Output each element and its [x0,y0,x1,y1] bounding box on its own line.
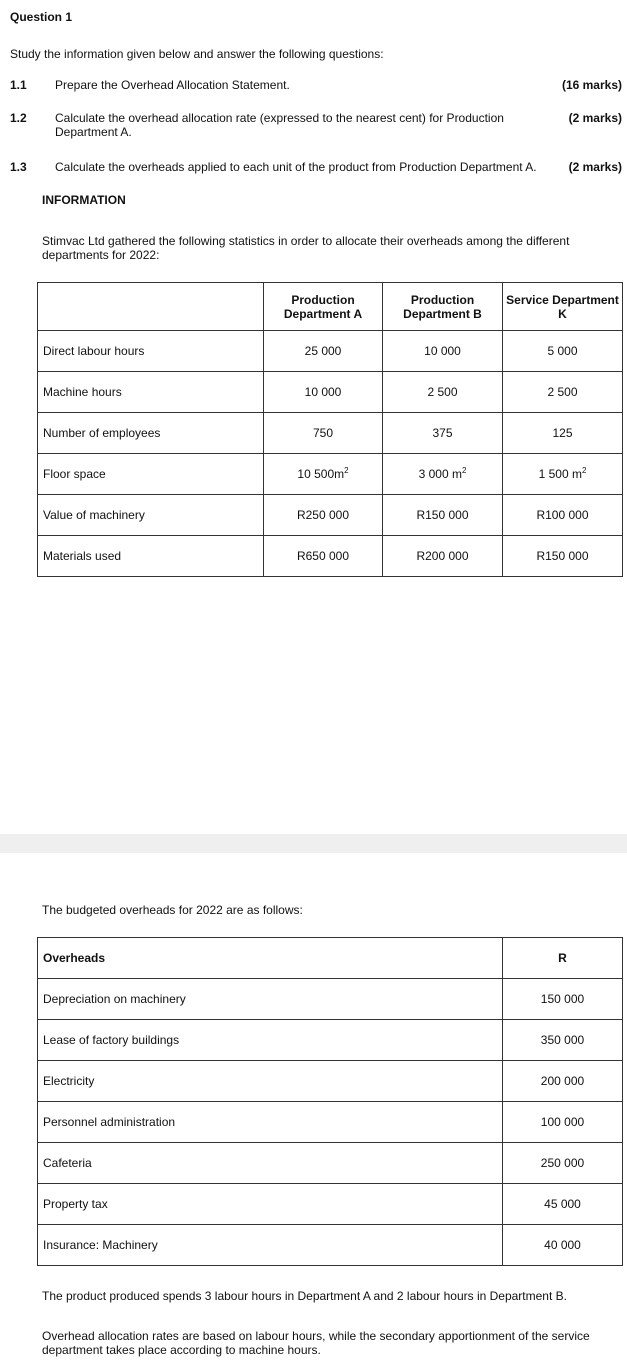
cell-dept-b: R200 000 [383,536,503,577]
overhead-label: Personnel administration [38,1102,503,1143]
superscript: 2 [461,466,467,475]
budget-table [37,937,623,1266]
table-header-cell: Overheads [38,938,503,979]
question-text: Calculate the overheads applied to each unit of the product from Production Department A. [55,160,537,174]
question-marks: (2 marks) [568,160,622,174]
cell-dept-a: 750 [264,413,383,454]
note-product-hours: The product produced spends 3 labour hours in Department A and 2 labour hours in Department B. [42,1289,567,1303]
table-header-cell: Production Department B [383,283,503,331]
cell-dept-a: R250 000 [264,495,383,536]
row-label: Floor space [38,454,264,495]
row-label: Number of employees [38,413,264,454]
overhead-label: Property tax [38,1184,503,1225]
overhead-value: 250 000 [503,1143,623,1184]
superscript: 2 [581,466,587,475]
table-row [38,536,623,577]
table-row [38,495,623,536]
question-text: Calculate the overhead allocation rate (expressed to the nearest cent) for Production Department A. [55,111,504,139]
table-row [38,1225,623,1266]
cell-dept-b: 10 000 [383,331,503,372]
page-break [0,834,627,853]
statistics-table [37,282,623,577]
overhead-value: 150 000 [503,979,623,1020]
question-number: 1.3 [10,160,27,174]
cell-dept-a: 25 000 [264,331,383,372]
row-label: Value of machinery [38,495,264,536]
cell-value: 1 500 m [538,467,582,481]
information-intro: Stimvac Ltd gathered the following statistics in order to allocate their overheads among the different departments for 2022: [42,234,570,262]
overhead-value: 200 000 [503,1061,623,1102]
table-header-cell: R [503,938,623,979]
budget-intro: The budgeted overheads for 2022 are as follows: [42,903,303,917]
row-label: Materials used [38,536,264,577]
information-heading: INFORMATION [42,193,126,207]
question-title: Question 1 [10,10,73,24]
table-row [38,1184,623,1225]
overhead-value: 350 000 [503,1020,623,1061]
cell-value: 3 000 m [418,467,462,481]
cell-dept-k: R150 000 [503,536,623,577]
question-number: 1.2 [10,111,27,125]
table-row [38,1102,623,1143]
table-header-row [38,283,623,331]
table-row [38,331,623,372]
table-row [38,372,623,413]
question-number: 1.1 [10,78,27,92]
table-row [38,454,623,495]
cell-dept-k: 2 500 [503,372,623,413]
overhead-label: Depreciation on machinery [38,979,503,1020]
overhead-value: 40 000 [503,1225,623,1266]
question-marks: (2 marks) [568,111,622,125]
row-label: Direct labour hours [38,331,264,372]
question-text: Prepare the Overhead Allocation Statement. [55,78,290,92]
overhead-label: Insurance: Machinery [38,1225,503,1266]
overhead-value: 45 000 [503,1184,623,1225]
table-header-cell: Service Department K [503,283,623,331]
cell-value: 10 500m [297,467,345,481]
cell-dept-b [383,454,503,495]
overhead-value: 100 000 [503,1102,623,1143]
question-intro: Study the information given below and answer the following questions: [10,47,384,61]
cell-dept-a: R650 000 [264,536,383,577]
table-row [38,1143,623,1184]
cell-dept-a: 10 000 [264,372,383,413]
table-row [38,413,623,454]
table-header-cell: Production Department A [264,283,383,331]
note-allocation-basis: Overhead allocation rates are based on labour hours, while the secondary apportionment of the service department takes place according to machine hours. [42,1329,590,1357]
cell-dept-b: 375 [383,413,503,454]
cell-dept-b: 2 500 [383,372,503,413]
table-row [38,1061,623,1102]
table-header-cell [38,283,264,331]
table-header-row [38,938,623,979]
overhead-label: Cafeteria [38,1143,503,1184]
table-row [38,979,623,1020]
cell-dept-k: R100 000 [503,495,623,536]
cell-dept-k: 125 [503,413,623,454]
overhead-label: Lease of factory buildings [38,1020,503,1061]
cell-dept-b: R150 000 [383,495,503,536]
question-marks: (16 marks) [561,78,622,92]
cell-dept-a [264,454,383,495]
cell-dept-k [503,454,623,495]
row-label: Machine hours [38,372,264,413]
cell-dept-k: 5 000 [503,331,623,372]
table-row [38,1020,623,1061]
overhead-label: Electricity [38,1061,503,1102]
superscript: 2 [344,466,349,475]
